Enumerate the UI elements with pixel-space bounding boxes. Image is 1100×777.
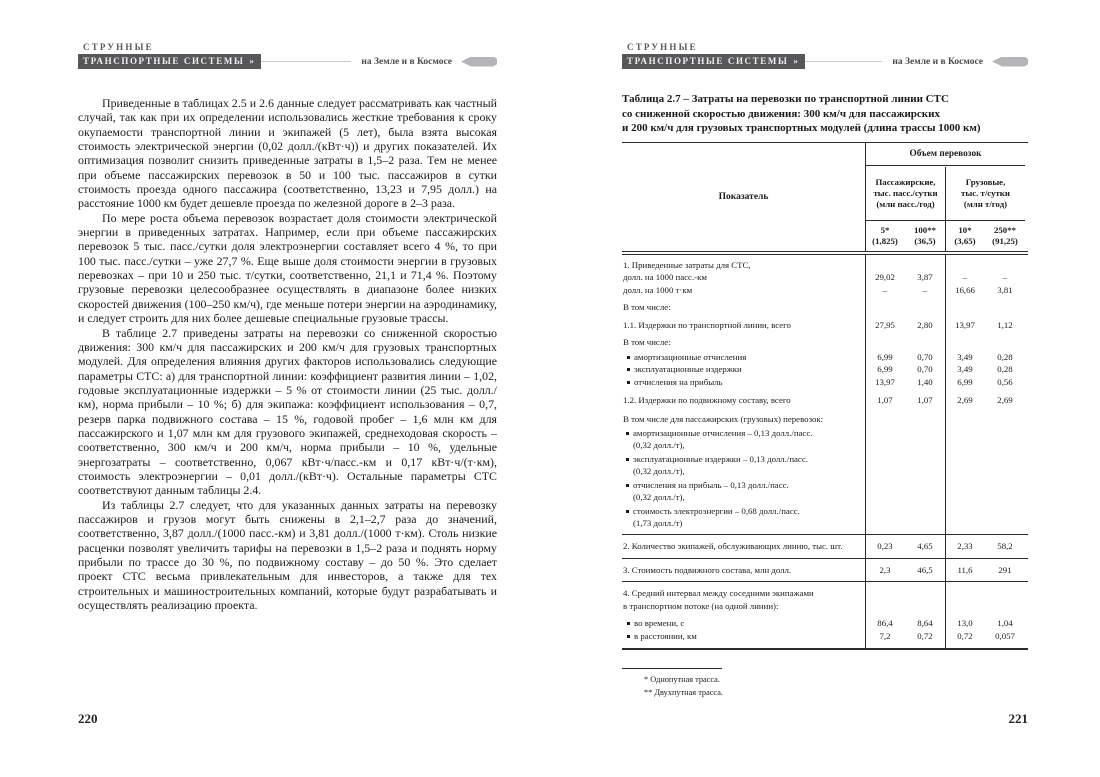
table-row: эксплуатационные издержки 6,99 0,70 3,49 0,28 <box>622 363 1028 376</box>
table-header <box>622 143 1028 251</box>
subcol-pass-100: 100** (36,5) <box>914 224 936 246</box>
paragraph-4: Из таблицы 2.7 следует, что для указанных данных затраты на перевозку пассажиров и грузов могут быть снижены в 2,1–2,7 раза до значений, соответственно, 3,87 долл./(1000 пасс.-км) и 3,81 долл./(1000 т·км). Столь низкие расценки позволят увеличить тарифы на перевозки в 1,5–2 раза и поднять норму прибыли по трассе до 30 %, по подвижному составу – до 50 %. Это сделает проект СТС весьма привлекательным для инвесторов, а также для тех строительных и машиностроительных компаний, которые будут разрабатывать и осуществлять реализацию проекта. <box>78 497 497 613</box>
table-row: отчисления на прибыль 13,97 1,40 6,99 0,56 <box>622 376 1028 389</box>
section-rule <box>622 534 1028 535</box>
running-head <box>622 42 1028 69</box>
col-header-passenger: Пассажирские, тыс. пасс./сутки (млн пасс./год) <box>866 167 945 221</box>
page-number-right: 221 <box>1008 711 1028 726</box>
book-tagline: на Земле и в Космосе <box>892 56 983 67</box>
col-header-volume-group: Объем перевозок <box>866 143 1025 166</box>
table-row: 1. Приведенные затраты для СТС, долл. на 1000 пасс.-км долл. на 1000 т·км 29,02 – 3,87 – – 16,66 – 3,81 <box>623 259 1013 295</box>
table-row: 2. Количество экипажей, обслуживающих линию, тыс. шт. 0,23 4,65 2,33 58,2 <box>623 541 1013 551</box>
col-header-freight: Грузовые, тыс. т/сутки (млн т/год) <box>946 167 1025 221</box>
table-2-7 <box>622 142 1028 651</box>
table-row: эксплуатационные издержки – 0,13 долл./пасс. (0,32 долл./т), <box>622 453 1028 477</box>
table-note: В том числе: <box>623 337 671 347</box>
book-title-top: СТРУННЫЕ <box>83 42 154 52</box>
subcol-freight-10: 10* (3,65) <box>954 224 976 246</box>
table-vline <box>945 255 946 649</box>
book-tagline: на Земле и в Космосе <box>361 56 452 67</box>
table-row: отчисления на прибыль – 0,13 долл./пасс. (0,32 долл./т), <box>622 479 1028 503</box>
table-row: во времени, с 86,4 8,64 13,0 1,04 <box>622 617 1028 630</box>
chevrons-icon: » <box>249 56 254 66</box>
left-arrow-icon <box>461 57 497 67</box>
book-title-banner: ТРАНСПОРТНЫЕ СИСТЕМЫ » <box>622 54 805 69</box>
footnotes <box>622 668 1028 699</box>
page-left <box>78 42 497 612</box>
table-row: 1.1. Издержки по транспортной линии, всего 27,95 2,80 13,97 1,12 <box>623 319 1013 330</box>
table-row: стоимость электроэнергии – 0,68 долл./пасс. (1,73 долл./т) <box>622 505 1028 529</box>
body-text <box>78 96 497 612</box>
header-rule <box>261 61 352 62</box>
paragraph-1: Приведенные в таблицах 2.5 и 2.6 данные следует рассматривать как частный случай, так как при их определении использовались жесткие требования к сроку окупаемости транспортной линии и экипажей (5 лет), была взята высокая стоимость электрической энергии (0,02 долл./(кВт·ч)) и других показателей. Их оптимизация позволит снизить приведенные затраты в 1,5–2 раза. Тем не менее при объеме пассажирских перевозок в 50 и 100 тыс. пассажиров в сутки стоимость проезда одного пассажира (соответственно, 13,23 и 7,95 долл.) на расстояние 1000 км будет дешевле проезда по железной дороге в 2–3 раза. <box>78 96 497 211</box>
table-note: В том числе: <box>623 302 671 312</box>
table-body <box>622 255 1028 651</box>
page-number-left: 220 <box>78 711 98 726</box>
col-header-indicator: Показатель <box>718 191 769 202</box>
book-title-banner: ТРАНСПОРТНЫЕ СИСТЕМЫ » <box>78 54 261 69</box>
footnote: ** Двухпутная трасса. <box>644 687 723 697</box>
book-title-top: СТРУННЫЕ <box>627 42 698 52</box>
table-vline <box>865 255 866 649</box>
table-row: 1.2. Издержки по подвижному составу, всего 1,07 1,07 2,69 2,69 <box>623 395 1013 405</box>
subcol-freight-250: 250** (91,25) <box>992 224 1018 246</box>
header-rule <box>805 61 883 62</box>
table-vline <box>865 143 866 251</box>
paragraph-3: В таблице 2.7 приведены затраты на перевозки со сниженной скоростью движения: 300 км/ч для пассажирских и 200 км/ч для грузовых транспортных модулей. Для определения влияния других факторов использовались следующие параметры СТС: а) для транспортной линии: коэффициент развития линии – 1,02, годовые эксплуатационные издержки – 5 % от стоимости линии (25 тыс. долл./км), норма прибыли – 10 %; б) для экипажа: коэффициент использования – 0,7, резерв парка подвижного состава – 15 %, годовой пробег – 1,6 млн км для пассажирского и 1,07 млн км для грузового экипажей, среднеходовая скорость – соответственно, 300 км/ч и 200 км/ч, норма прибыли – 10 %, удельные энергозатраты – соответственно, 0,067 кВт·ч/пасс.-км и 0,17 кВт·ч/(т·км), стоимость электроэнергии – 0,01 долл./(кВт·ч). Остальные параметры СТС соответствуют данным таблицы 2.4. <box>78 325 497 498</box>
page-right <box>622 42 1028 699</box>
chevrons-icon: » <box>793 56 798 66</box>
section-rule <box>622 558 1028 559</box>
section-rule <box>622 581 1028 582</box>
subcol-pass-5: 5* (1,825) <box>872 224 898 246</box>
paragraph-2: По мере роста объема перевозок возрастает доля стоимости электрической энергии в приведенных затратах. Например, если при объеме пассажирских перевозок 5 тыс. пасс./сутки доля электроэнергии составляет всего 4 %, то при 100 тыс. пасс./сутки – уже 27,7 %. Еще выше доля стоимости энергии в грузовых перевозках – при 10 и 250 тыс. т/сутки, соответственно, 21,1 и 71,4 %. Поэтому грузовые перевозки целесообразнее осуществлять в диапазоне более низких скоростей движения (100–250 км/ч), где меньше потери энергии на аэродинамику, и следует строить для них более дешевые специальные грузовые трассы. <box>78 210 497 326</box>
table-row: в расстоянии, км 7,2 0,72 0,72 0,057 <box>622 630 1028 643</box>
footnote: * Однопутная трасса. <box>644 675 720 684</box>
table-row: амортизационные отчисления – 0,13 долл./пасс. (0,32 долл./т), <box>622 427 1028 451</box>
table-vline <box>945 167 946 251</box>
left-arrow-icon <box>992 57 1028 67</box>
table-row: 3. Стоимость подвижного состава, млн долл. 2,3 46,5 11,6 291 <box>623 564 1012 575</box>
table-row: амортизационные отчисления 6,99 0,70 3,49 0,28 <box>622 351 1028 364</box>
footnote-rule <box>622 668 722 669</box>
table-caption: Таблица 2.7 – Затраты на перевозки по транспортной линии СТС со сниженной скоростью движения: 300 км/ч для пассажирских и 200 км/ч для грузовых транспортных модулей (длина трассы 1000 км) <box>622 93 981 134</box>
table-note: В том числе для пассажирских (грузовых) перевозок: <box>623 413 824 424</box>
table-row: 4. Средний интервал между соседними экипажами в транспортном потоке (на одной линии): <box>623 588 814 611</box>
running-head <box>78 42 497 69</box>
